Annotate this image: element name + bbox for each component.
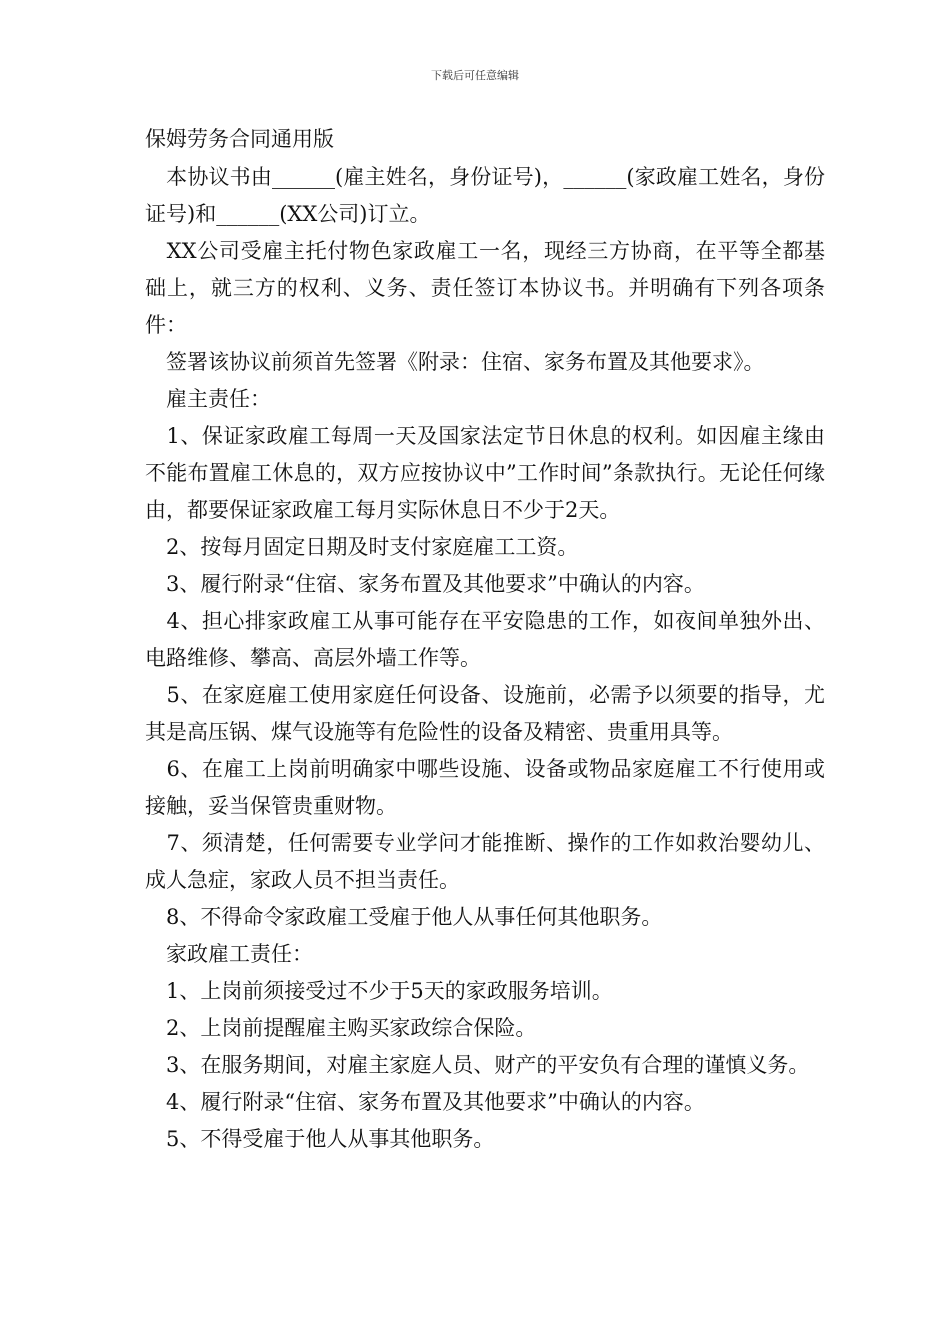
employer-duty-3: 3、履行附录“住宿、家务布置及其他要求”中确认的内容。	[145, 572, 705, 596]
section-heading-worker: 家政雇工责任：	[145, 942, 313, 966]
worker-duty-2: 2、上岗前提醒雇主购买家政综合保险。	[145, 1016, 537, 1040]
employer-duty-8: 8、不得命令家政雇工受雇于他人从事任何其他职务。	[145, 905, 663, 929]
employer-duty-4: 4、担心排家政雇工从事可能存在平安隐患的工作，如夜间单独外出、电路维修、攀高、高层外墙工作等。	[145, 609, 825, 670]
employer-duty-2: 2、按每月固定日期及时支付家庭雇工工资。	[145, 535, 579, 559]
section-heading-employer: 雇主责任：	[145, 387, 271, 411]
document-body	[145, 124, 825, 1158]
worker-duty-5: 5、不得受雇于他人从事其他职务。	[145, 1127, 495, 1151]
document-title: 保姆劳务合同通用版	[145, 127, 334, 151]
employer-duty-7: 7、须清楚，任何需要专业学问才能推断、操作的工作如救治婴幼儿、成人急症，家政人员不担当责任。	[145, 831, 825, 892]
paragraph-appendix-note: 签署该协议前须首先签署《附录：住宿、家务布置及其他要求》。	[145, 350, 765, 374]
worker-duty-1: 1、上岗前须接受过不少于5天的家政服务培训。	[145, 979, 613, 1003]
employer-duty-6: 6、在雇工上岗前明确家中哪些设施、设备或物品家庭雇工不行使用或接触，妥当保管贵重财物。	[145, 757, 825, 818]
paragraph-intro: 本协议书由______(雇主姓名，身份证号)，______(家政雇工姓名，身份证号)和______(XX公司)订立。	[145, 165, 825, 226]
worker-duty-3: 3、在服务期间，对雇主家庭人员、财产的平安负有合理的谨慎义务。	[145, 1053, 810, 1077]
page-header: 下载后可任意编辑	[431, 69, 519, 82]
paragraph-purpose: XX公司受雇主托付物色家政雇工一名，现经三方协商，在平等全都基础上，就三方的权利、义务、责任签订本协议书。并明确有下列各项条件：	[145, 239, 825, 337]
employer-duty-5: 5、在家庭雇工使用家庭任何设备、设施前，必需予以须要的指导，尤其是高压锅、煤气设施等有危险性的设备及精密、贵重用具等。	[145, 683, 825, 744]
employer-duty-1: 1、保证家政雇工每周一天及国家法定节日休息的权利。如因雇主缘由不能布置雇工休息的，双方应按协议中”工作时间”条款执行。无论任何缘由，都要保证家政雇工每月实际休息日不少于2天。	[145, 424, 825, 522]
worker-duty-4: 4、履行附录“住宿、家务布置及其他要求”中确认的内容。	[145, 1090, 705, 1114]
